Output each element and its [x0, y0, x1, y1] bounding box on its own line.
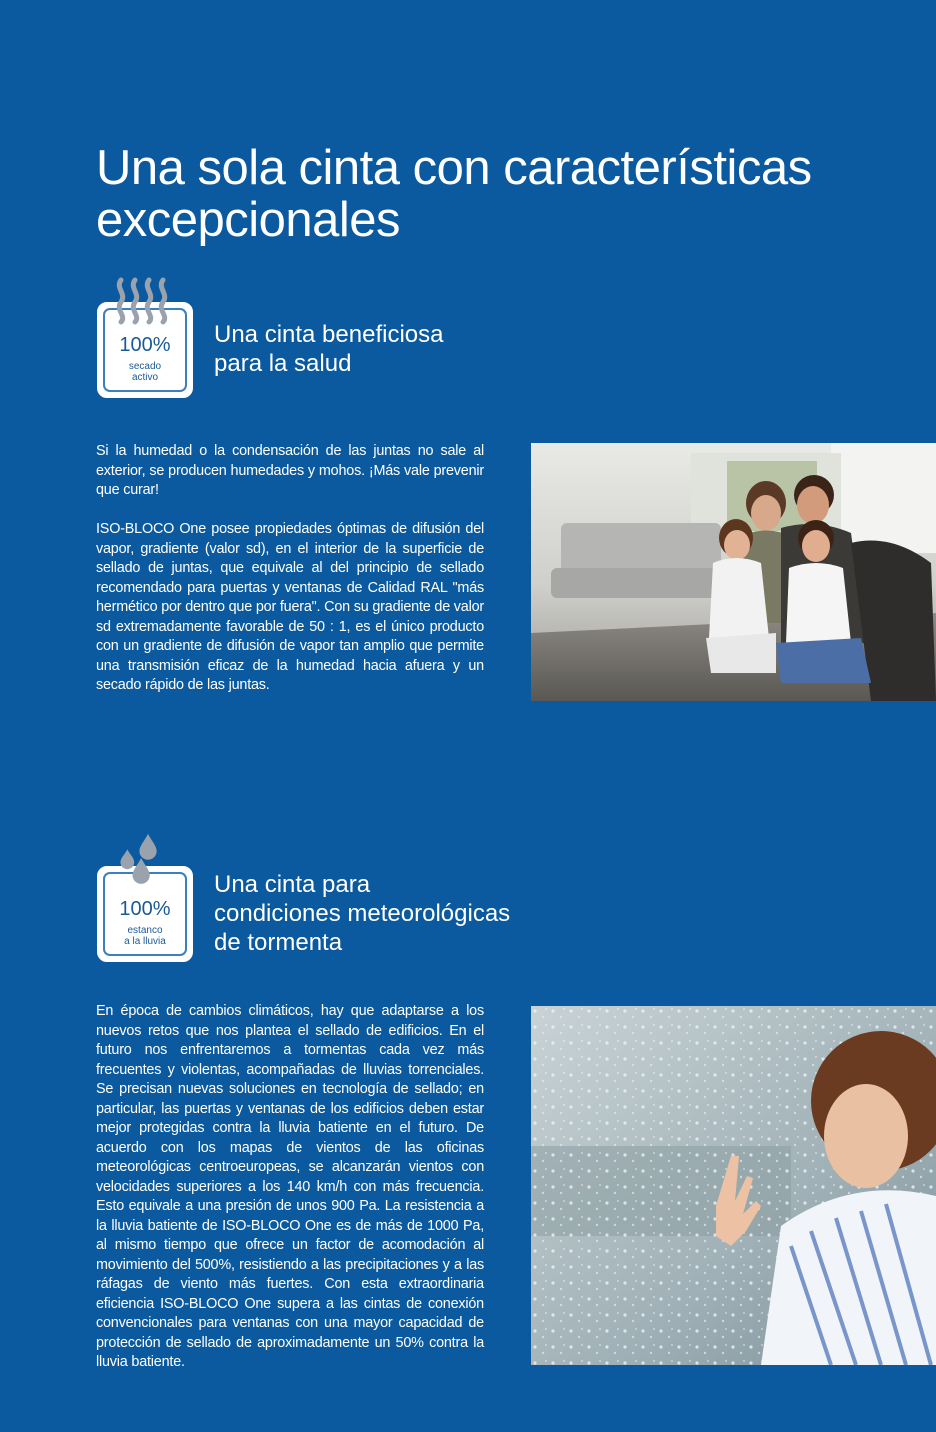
section1-paragraph-1: Si la humedad o la condensación de las juntas no sale al exterior, se producen humedades y mohos. ¡Más vale prevenir que curar! — [96, 443, 484, 498]
rainproof-badge-caption-line2: a la lluvia — [124, 936, 166, 947]
page-title-line2: excepcionales — [96, 193, 401, 247]
section1-paragraph-2: ISO-BLOCO One posee propiedades óptimas de difusión del vapor, gradiente (valor sd), en el interior de la superficie de sellado de juntas, que equivale al del principio de sellado recomendado para puertas y ventanas de Calidad RAL "más hermético por dentro que por fuera". Con su gradiente de valor sd extremadamente favorable de 50 : 1, es el único producto con un gradiente de difusión de vapor tan amplio que permite una transmisión eficaz de la humedad hacia afuera y un secado rápido de las juntas. — [96, 521, 484, 693]
drying-badge-caption — [99, 361, 191, 383]
section2-paragraph: En época de cambios climáticos, hay que adaptarse a los nuevos retos que nos plantea el sellado de edificios. En el futuro nos enfrentaremos a tormentas cada vez más frecuentes y violentas, acompañadas de lluvias torrenciales. Se precisan nuevas soluciones en tecnología de sellado; en particular, las puertas y ventanas de los edificios deben estar mejor protegidas contra la lluvia batiente en el futuro. De acuerdo con los mapas de vientos de las oficinas meteorológicas centroeuropeas, se alcanzarán vientos con velocidades superiores a los 140 km/h con más frecuencia. Esto equivale a una presión de unos 900 Pa. La resistencia a la lluvia batiente de ISO-BLOCO One es de más de 1000 Pa, al mismo tiempo que ofrece un factor de acomodación al movimiento del 500%, resistiendo a las precipitaciones y a las ráfagas de viento más fuertes. Con esta extraordinaria eficiencia ISO-BLOCO One supera a las cintas de conexión convencionales para ventanas con una mayor capacidad de protección de sellado de aproximadamente un 50% contra la lluvia batiente. — [96, 1003, 484, 1370]
drying-badge-percent: 100% — [119, 334, 171, 356]
child-at-rainy-window-photo — [531, 1006, 936, 1365]
family-on-living-room-carpet-photo — [531, 443, 936, 701]
page-title — [96, 142, 856, 246]
rainproof-badge-caption — [99, 925, 191, 947]
section2-heading — [214, 870, 510, 957]
drying-badge — [97, 302, 193, 398]
drying-badge-caption-line2: activo — [131, 372, 159, 383]
section1-heading-line1: Una cinta beneficiosa — [214, 321, 444, 348]
vapor-waves-icon — [113, 276, 171, 326]
page-title-line1: Una sola cinta con características — [96, 141, 812, 195]
section2-heading-line1: Una cinta para — [214, 871, 371, 898]
section2-body — [96, 1002, 484, 1373]
section1-heading — [214, 320, 443, 378]
rainproof-badge-percent: 100% — [119, 898, 171, 920]
section1-heading-line2: para la salud — [214, 350, 352, 377]
section2-heading-line3: de tormenta — [214, 929, 343, 956]
drying-badge-caption-line1: secado — [128, 361, 162, 372]
rainproof-badge-caption-line1: estanco — [127, 925, 163, 936]
section1-body — [96, 442, 484, 696]
rainproof-badge — [97, 866, 193, 962]
rain-drops-icon — [117, 830, 167, 886]
section2-heading-line2: condiciones meteorológicas — [214, 900, 511, 927]
